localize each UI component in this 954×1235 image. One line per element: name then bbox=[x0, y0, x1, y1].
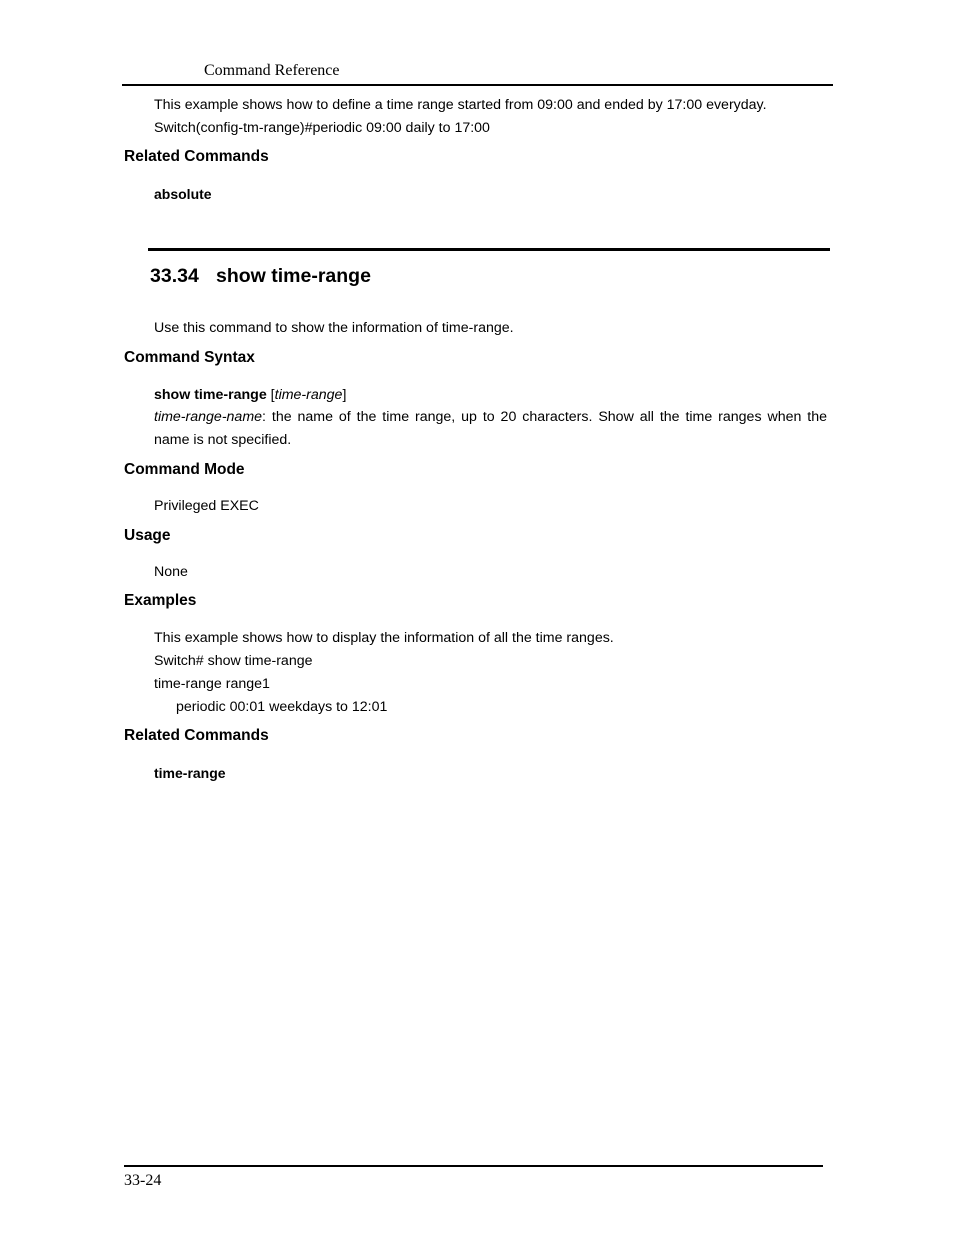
usage-value: None bbox=[154, 564, 188, 580]
section-number: 33.34 bbox=[150, 265, 199, 287]
example-line: time-range range1 bbox=[154, 676, 270, 692]
syntax-command: show time-range bbox=[154, 387, 267, 403]
running-header: Command Reference bbox=[204, 62, 340, 79]
example-line: periodic 00:01 weekdays to 12:01 bbox=[176, 699, 388, 715]
related-commands-heading: Related Commands bbox=[124, 727, 269, 744]
section-description: Use this command to show the information of time-range. bbox=[154, 320, 514, 336]
parameter-description-text: : the name of the time range, up to 20 characters. Show all the time ranges when the bbox=[262, 409, 827, 425]
command-mode-heading: Command Mode bbox=[124, 461, 245, 478]
example-command: Switch(config-tm-range)#periodic 09:00 daily to 17:00 bbox=[154, 120, 490, 136]
header-rule bbox=[122, 84, 833, 86]
examples-heading: Examples bbox=[124, 592, 197, 609]
footer-rule bbox=[124, 1165, 823, 1167]
usage-heading: Usage bbox=[124, 527, 171, 544]
syntax-line bbox=[154, 387, 346, 403]
examples-description: This example shows how to display the information of all the time ranges. bbox=[154, 630, 614, 646]
section-title-text: show time-range bbox=[216, 265, 371, 287]
example-description: This example shows how to define a time range started from 09:00 and ended by 17:00 everyday. bbox=[154, 97, 767, 113]
related-command-time-range: time-range bbox=[154, 765, 226, 781]
command-syntax-heading: Command Syntax bbox=[124, 349, 255, 366]
related-command-absolute: absolute bbox=[154, 186, 212, 202]
syntax-parameter: time-range bbox=[274, 387, 343, 403]
example-line: Switch# show time-range bbox=[154, 653, 313, 669]
related-commands-heading: Related Commands bbox=[124, 148, 269, 165]
syntax-bracket-close: ] bbox=[342, 387, 347, 403]
parameter-name: time-range-name bbox=[154, 409, 263, 425]
command-mode-value: Privileged EXEC bbox=[154, 498, 259, 514]
section-title bbox=[150, 265, 371, 288]
page-number: 33-24 bbox=[124, 1172, 162, 1189]
parameter-description-line1 bbox=[154, 409, 827, 425]
parameter-description-line2: name is not specified. bbox=[154, 432, 292, 448]
section-rule bbox=[148, 248, 830, 251]
syntax-bracket-open: [ bbox=[266, 387, 275, 403]
